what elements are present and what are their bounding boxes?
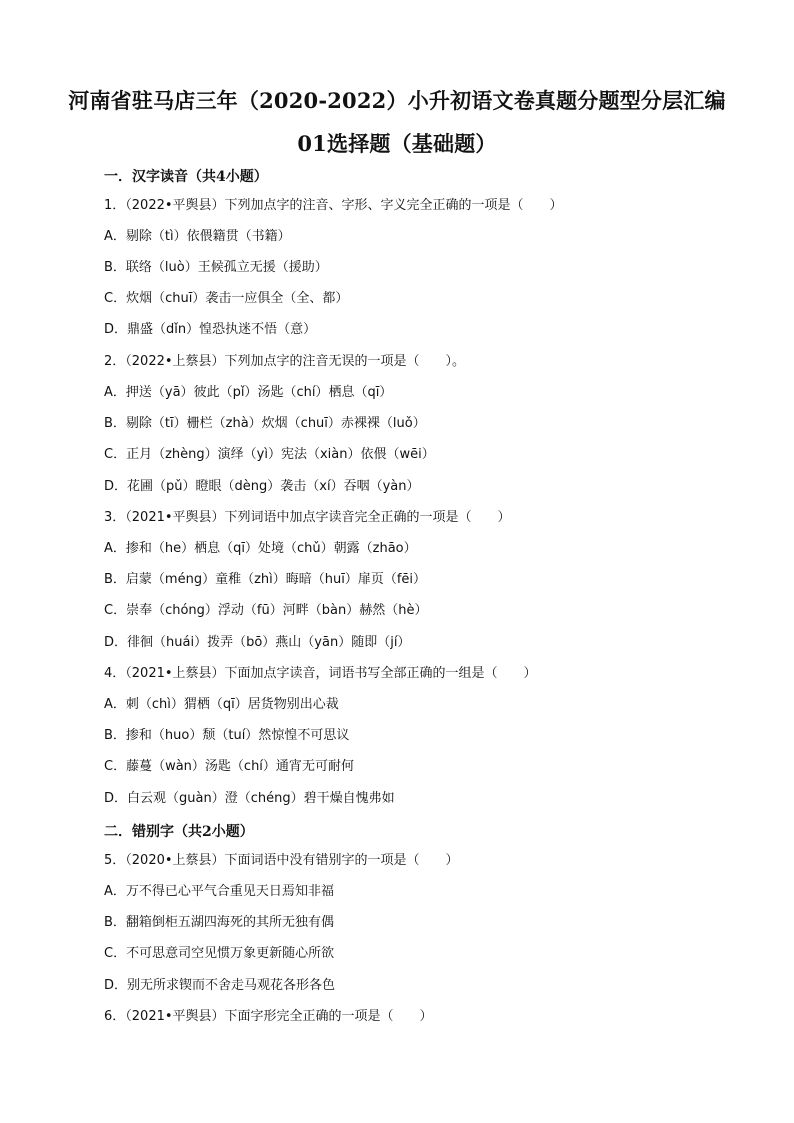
option-2c: C．正月（zhèng）演绎（yì）宪法（xiàn）依偎（wēi） (104, 447, 435, 462)
option-1b: B．联络（luò）王候孤立无援（援助） (104, 260, 328, 275)
question-stem-5: 5．（2020•上蔡县）下面词语中没有错别字的一项是（ ） (104, 853, 459, 868)
option-4c: C．藤蔓（wàn）汤匙（chí）通宵无可耐何 (104, 759, 354, 774)
question-stem-6: 6．（2021•平舆县）下面字形完全正确的一项是（ ） (104, 1009, 433, 1024)
section-heading-typos: 二．错别字（共2小题） (104, 824, 254, 840)
option-3b: B．启蒙（méng）童稚（zhì）晦暗（huī）扉页（fēi） (104, 572, 427, 587)
option-4d: D．白云观（guàn）澄（chéng）碧干燥自愧弗如 (104, 791, 395, 806)
option-2a: A．押送（yā）彼此（pǐ）汤匙（chí）栖息（qī） (104, 385, 393, 400)
option-4b: B．掺和（huo）颓（tuí）然惊惶不可思议 (104, 728, 350, 743)
option-1a: A．剔除（tì）依偎籍贯（书籍） (104, 229, 291, 244)
option-2b: B．剔除（tī）栅栏（zhà）炊烟（chuī）赤裸裸（luǒ） (104, 416, 426, 431)
option-1d: D．鼎盛（dǐn）惶恐执迷不悟（意） (104, 322, 317, 337)
option-4a: A．刺（chì）猬栖（qī）居货物别出心裁 (104, 697, 339, 712)
section-heading-pronunciation: 一．汉字读音（共4小题） (104, 169, 268, 185)
option-5c: C．不可思意司空见惯万象更新随心所欲 (104, 946, 335, 961)
question-stem-1: 1．（2022•平舆县）下列加点字的注音、字形、字义完全正确的一项是（ ） (104, 198, 563, 213)
question-stem-2: 2．（2022•上蔡县）下列加点字的注音无误的一项是（ ）。 (104, 354, 466, 369)
option-5b: B．翻箱倒柜五湖四海死的其所无独有偶 (104, 915, 334, 930)
option-5a: A．万不得已心平气合重见天日焉知非福 (104, 884, 334, 899)
option-3d: D．徘徊（huái）拨弄（bō）燕山（yān）随即（jí） (104, 635, 411, 650)
option-5d: D．别无所求锲而不舍走马观花各形各色 (104, 978, 336, 993)
option-3a: A．掺和（he）栖息（qī）处境（chǔ）朝露（zhāo） (104, 541, 417, 556)
document-title: 河南省驻马店三年（2020-2022）小升初语文卷真题分题型分层汇编 (68, 88, 726, 113)
question-stem-4: 4．（2021•上蔡县）下面加点字读音，词语书写全部正确的一组是（ ） (104, 666, 537, 681)
option-3c: C．崇奉（chóng）浮动（fū）河畔（bàn）赫然（hè） (104, 603, 428, 618)
question-stem-3: 3．（2021•平舆县）下列词语中加点字读音完全正确的一项是（ ） (104, 510, 511, 525)
option-2d: D．花圃（pǔ）瞪眼（dèng）袭击（xí）吞咽（yàn） (104, 479, 420, 494)
document-subtitle: 01选择题（基础题） (297, 131, 497, 156)
option-1c: C．炊烟（chuī）袭击一应俱全（全、都） (104, 291, 349, 306)
